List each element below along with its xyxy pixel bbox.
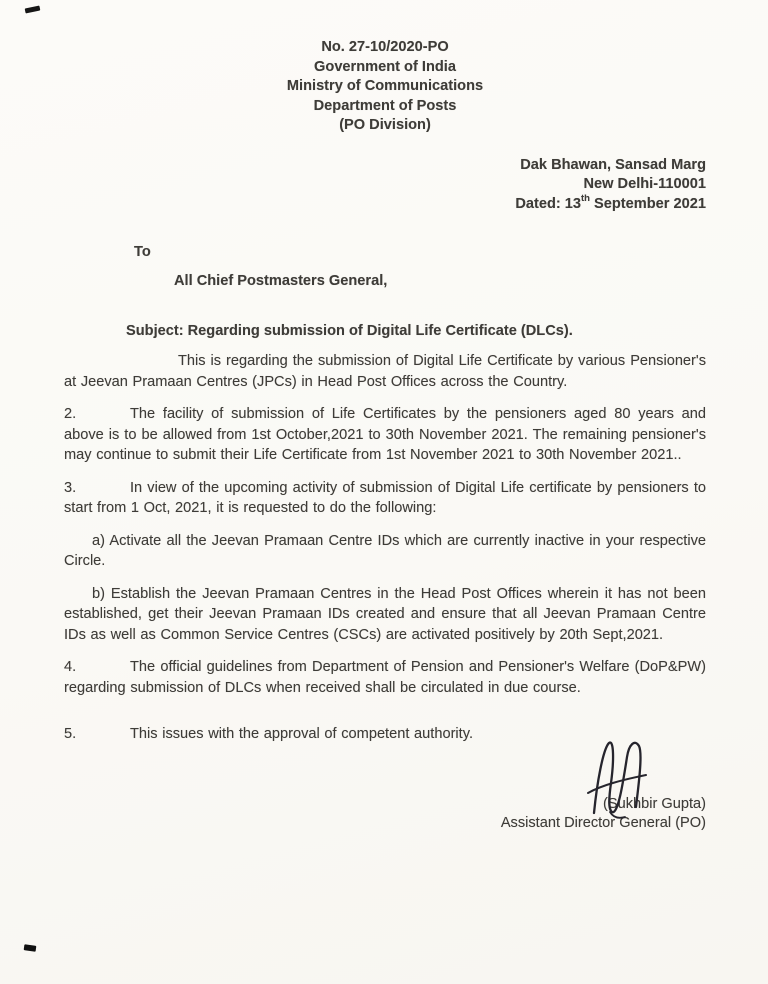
date-prefix: Dated: 13 (515, 195, 582, 212)
date-suffix: September 2021 (589, 195, 706, 212)
paragraph-4-number: 4. (64, 659, 77, 675)
address-line-1: Dak Bhawan, Sansad Marg (520, 156, 706, 173)
paragraph-5 (64, 724, 706, 745)
paragraph-2-text: The facility of submission of Life Certificates by the pensioners aged 80 years and above is to be allowed from 1st October,2021 to 30th November 2021. The remaining pensioner's may continue to submit their Life Certificate from 1st November 2021 to 30th November 2021.. (64, 406, 706, 463)
sender-address (64, 156, 706, 215)
date-line (64, 192, 706, 215)
paragraph-3 (64, 478, 706, 519)
address-line-2: New Delhi-110001 (583, 176, 706, 192)
recipient-line: All Chief Postmasters General, (174, 273, 388, 289)
signatory-name: (Sukhbir Gupta) (602, 795, 706, 812)
paragraph-2-number: 2. (64, 406, 77, 422)
signatory-designation: Assistant Director General (PO) (500, 815, 706, 831)
sub-item-a: a) Activate all the Jeevan Pramaan Centre IDs which are currently inactive in your respective Circle. (64, 532, 706, 569)
scan-artifact-top (25, 5, 41, 13)
reference-number: No. 27-10/2020-PO (321, 39, 449, 55)
to-label: To (134, 244, 151, 260)
paragraph-3-text: In view of the upcoming activity of submission of Digital Life certificate by pensioners to start from 1 Oct, 2021, it is requested to do the following: (64, 479, 706, 516)
paragraph-2 (64, 404, 706, 466)
org-line-4: (PO Division) (339, 117, 431, 133)
paragraph-4 (64, 657, 706, 698)
subject-line: Subject: Regarding submission of Digital Life Certificate (DLCs). (126, 323, 573, 339)
org-line-1: Government of India (314, 58, 456, 75)
paragraph-3-number: 3. (64, 479, 77, 496)
paragraph-4-text: The official guidelines from Department of Pension and Pensioner's Welfare (DoP&PW) regarding submission of DLCs when received shall be circulated in due course. (64, 659, 706, 696)
paragraph-5-number: 5. (64, 726, 77, 742)
letterhead (64, 38, 706, 136)
date-superscript: th (581, 192, 590, 204)
paragraph-1: This is regarding the submission of Digital Life Certificate by various Pensioner's at Jeevan Pramaan Centres (JPCs) in Head Post Offices across the Country. (64, 353, 706, 390)
scan-artifact-bottom (24, 944, 37, 952)
org-line-2: Ministry of Communications (286, 78, 484, 94)
paragraph-5-text: This issues with the approval of competent authority. (130, 726, 473, 742)
signature-block (64, 795, 706, 834)
org-line-3: Department of Posts (313, 97, 457, 114)
sub-item-b: b) Establish the Jeevan Pramaan Centres in the Head Post Offices wherein it has not been established, get their Jeevan Pramaan IDs created and ensure that all Jeevan Pramaan Centre IDs as well as Common Service Centres (CSCs) are activated positively by 20th Sept,2021. (64, 585, 706, 643)
